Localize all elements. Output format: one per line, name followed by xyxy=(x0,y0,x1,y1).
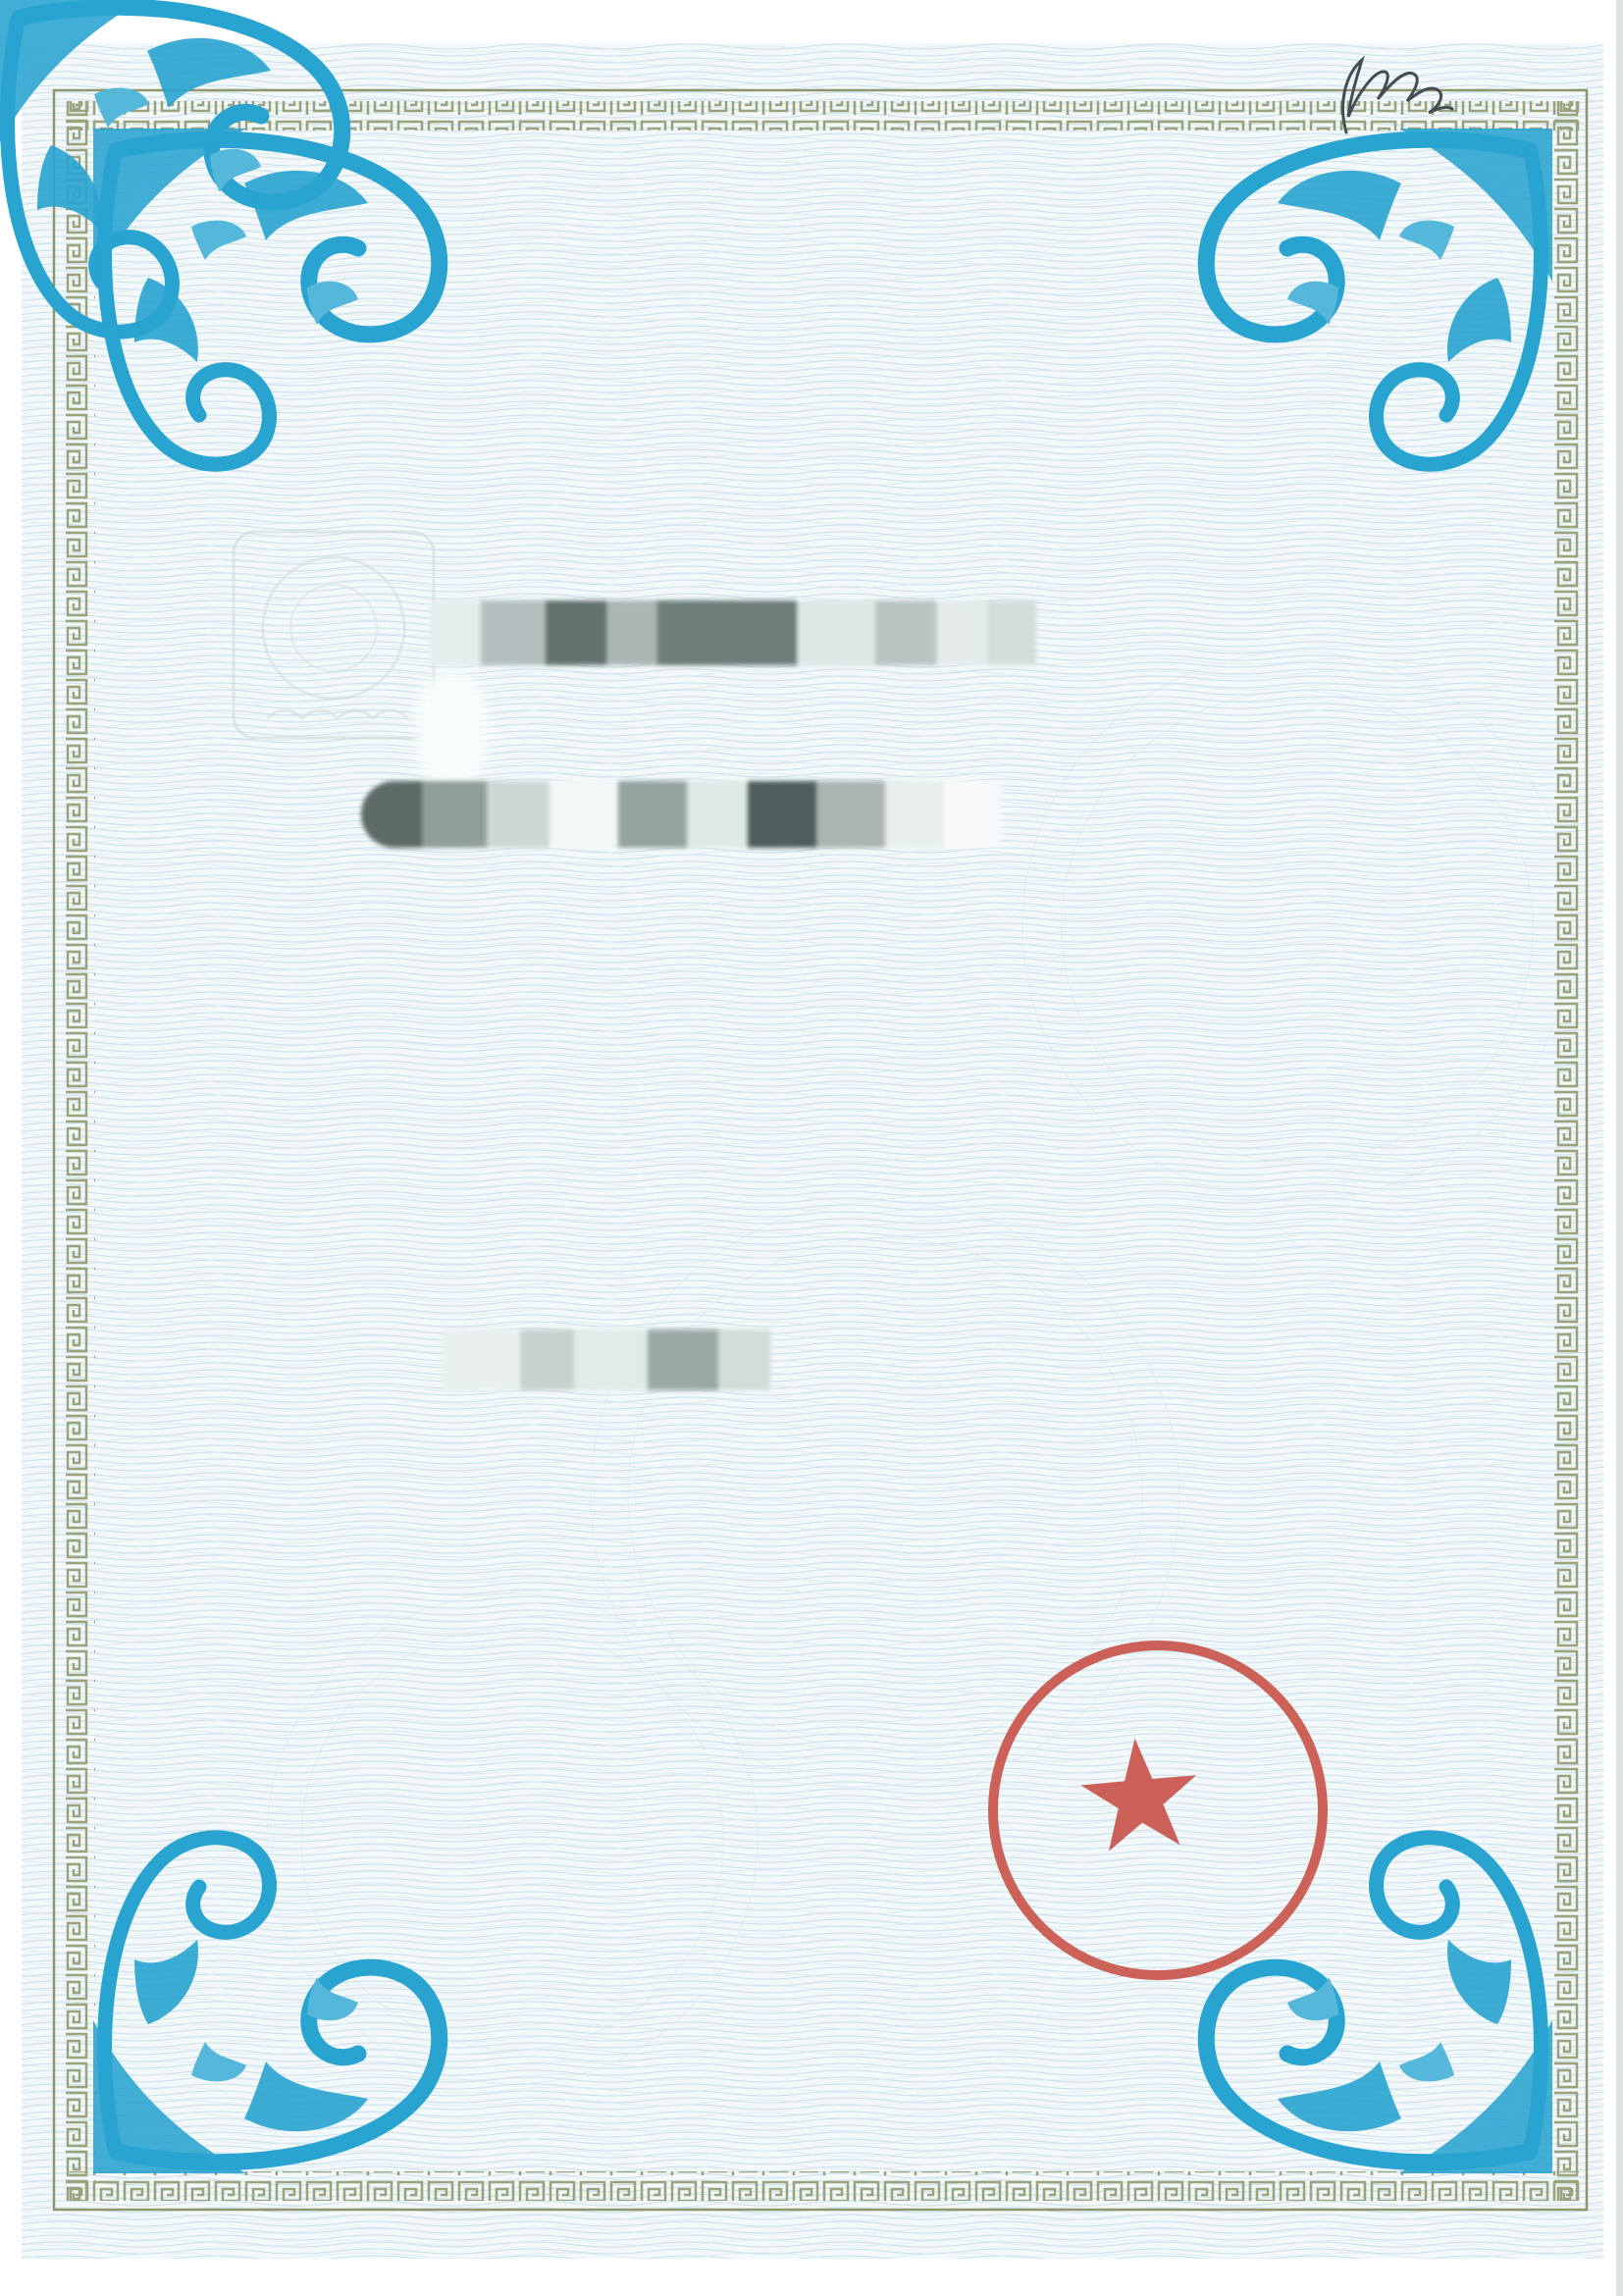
official-seal xyxy=(967,1629,1354,2016)
copyright-owner-redaction xyxy=(361,781,1001,848)
qr-code-icon xyxy=(339,1794,462,1917)
pen-scribble-icon xyxy=(1315,34,1492,152)
serial-number xyxy=(285,1960,306,2008)
redaction-smudge xyxy=(416,673,487,789)
field-reg-no xyxy=(206,1346,471,1476)
software-name-redaction xyxy=(430,600,1036,665)
barcode-icon xyxy=(331,1655,564,1744)
seal-star-icon xyxy=(1077,1734,1203,1853)
reg-no-redaction xyxy=(442,1330,770,1390)
